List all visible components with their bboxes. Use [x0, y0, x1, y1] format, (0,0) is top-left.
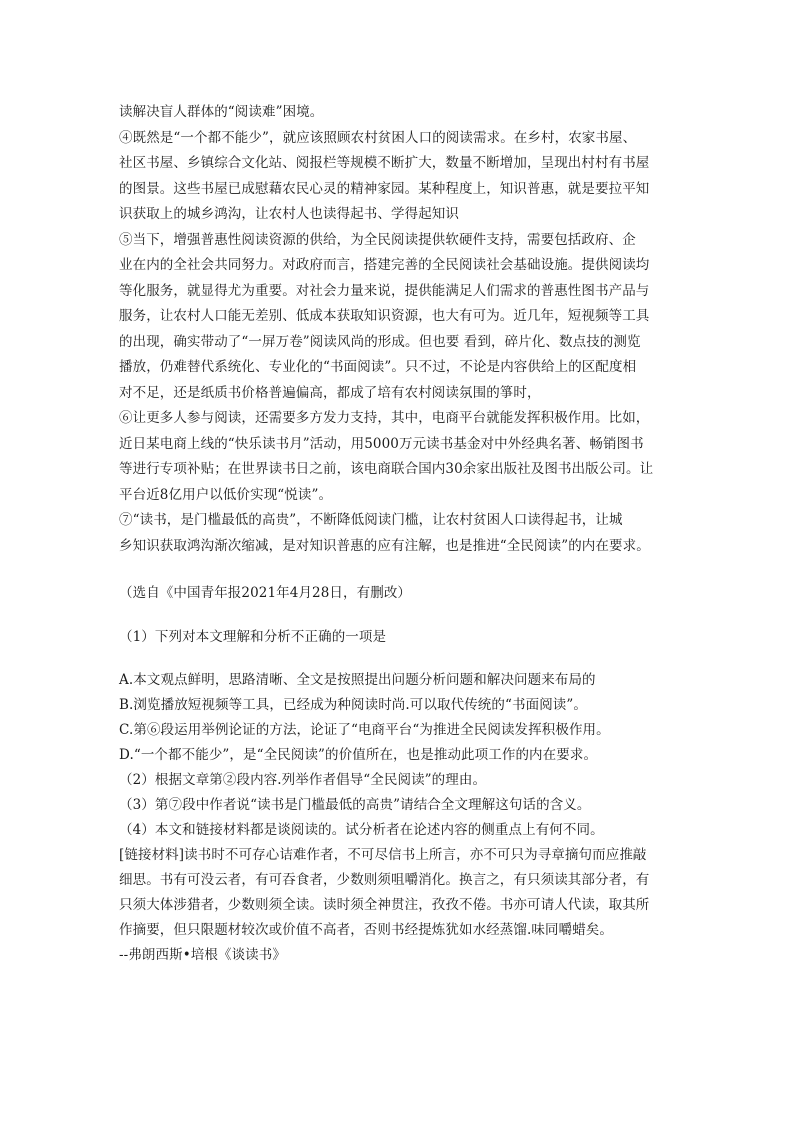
option-c: C.第⑥段运用举例论证的方法，论证了“电商平台“为推进全民阅读发挥积极作用。	[119, 722, 610, 738]
article-body	[119, 100, 679, 559]
link-material-line: 细思。书有可没云者，有可吞食者，少数则须咀嚼消化。换言之，有只须读其部分者，有	[119, 872, 650, 888]
article-line: 社区书屋、乡镇综合文化站、阅报栏等规模不断扩大，数量不断增加，呈现出村村有书屋	[119, 155, 650, 171]
option-b: B.浏览播放短视频等工具，已经成为种阅读时尚.可以取代传统的“书面阅读”。	[119, 697, 588, 713]
question-4: （4）本文和链接材料都是谈阅读的。试分析者在论述内容的侧重点上有何不同。	[119, 822, 604, 838]
article-line: ⑤当下，增强普惠性阅读资源的供给，为全民阅读提供软硬件支持，需要包括政府、企	[119, 231, 636, 248]
option-d: D.“一个都不能少”，是“全民阅读”的价值所在，也是推动此项工作的内在要求。	[119, 747, 598, 763]
option-a: A.本文观点鲜明，思路清晰、全文是按照提出问题分析问题和解决问题来布局的	[119, 672, 596, 688]
article-line: ⑥让更多人参与阅读，还需要多方发力支持，其中，电商平台就能发挥积极作用。比如，	[119, 410, 650, 426]
question-1: （1）下列对本文理解和分析不正确的一项是	[119, 628, 387, 645]
link-material-line: [链接材料]读书时不可存心诘难作者，不可尽信书上所言，亦不可只为寻章摘句而应推敲	[119, 847, 647, 863]
question-3: （3）第⑦段中作者说“读书是门槛最低的高贵”请结合全文理解这句话的含义。	[119, 797, 591, 813]
article-line: 乡知识获取鸿沟渐次缩减，是对知识普惠的应有注解，也是推进“全民阅读”的内在要求。	[119, 537, 650, 554]
options-list	[119, 668, 679, 968]
article-line: 平台近8亿用户以低价实现“悦读”。	[119, 486, 333, 503]
article-line: 的图景。这些书屋已成慰藉农民心灵的精神家园。某种程度上，知识普惠，就是要拉平知	[119, 180, 650, 197]
article-source: （选自《中国青年报2021年4月28日，有删改）	[119, 585, 412, 601]
document-page	[119, 100, 679, 968]
article-line: ④既然是“一个都不能少”，就应该照顾农村贫困人口的阅读需求。在乡村，农家书屋、	[119, 129, 637, 146]
article-line: 等化服务，就显得尤为重要。对社会力量来说，提供能满足人们需求的普惠性图书产品与	[119, 282, 650, 299]
article-line: 近日某电商上线的“快乐读书月”活动，用5000万元读书基金对中外经典名著、畅销图书	[119, 435, 644, 452]
article-line: 播放，仍难替代系统化、专业化的“书面阅读”。只不过，不论是内容供给上的区配度相	[119, 359, 637, 375]
article-line: 业在内的全社会共同努力。对政府而言，搭建完善的全民阅读社会基础设施。提供阅读均	[119, 257, 650, 273]
article-line: 的出现，确实带动了“一屏万卷”阅读风尚的形成。但也要 看到，碎片化、数点技的测览	[119, 333, 641, 350]
article-line: 服务，让农村人口能无差别、低成本获取知识资源，也大有可为。近几年，短视频等工具	[119, 308, 650, 324]
article-line: ⑦“读书，是门槛最低的高贵”，不断降低阅读门槛，让农村贫困人口读得起书，让城	[119, 512, 623, 528]
article-line: 对不足，还是纸质书价格普遍偏高，都成了培有农村阅读氛围的箏时，	[119, 384, 541, 401]
question-2: （2）根据文章第②段内容.列举作者倡导“全民阅读”的理由。	[119, 772, 487, 788]
article-line: 识获取上的城乡鸿沟，让农村人也读得起书、学得起知识	[119, 206, 459, 222]
article-line: 读解决盲人群体的“阅读难”困境。	[119, 104, 324, 120]
link-material-line: 作摘要，但只限题材较次或价值不高者，否则书经提炼犹如水经蒸馏.味同嚼蜡矣。	[119, 922, 613, 938]
article-line: 等进行专项补贴；在世界读书日之前，该电商联合国内30余家出版社及图书出版公司。让	[119, 461, 654, 477]
link-material-attribution: --弗朗西斯•培根《谈读书》	[119, 947, 286, 963]
link-material-line: 只须大体涉猎者，少数则须全读。读时须全神贯注，孜孜不倦。书亦可请人代读，取其所	[119, 897, 650, 913]
